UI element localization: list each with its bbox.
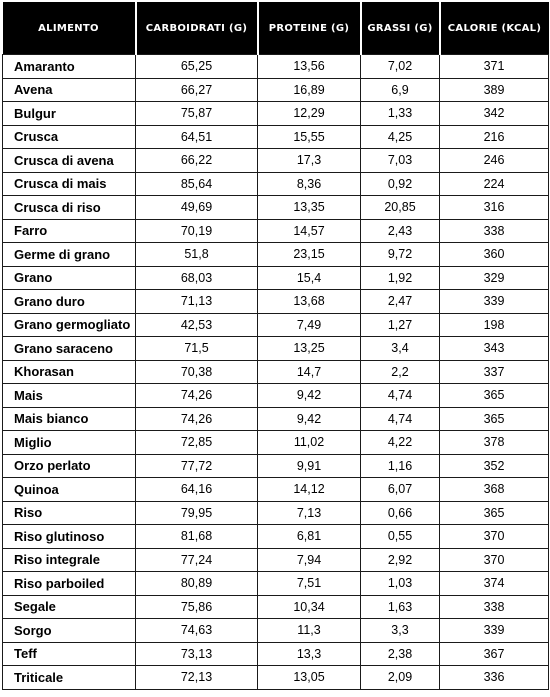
calories-cell: 339 <box>440 619 549 643</box>
calories-cell: 342 <box>440 102 549 126</box>
table-row <box>3 337 549 361</box>
table-row <box>3 548 549 572</box>
food-name-cell: Riso parboiled <box>3 572 136 596</box>
calories-cell: 378 <box>440 431 549 455</box>
proteins-cell: 13,05 <box>258 666 361 690</box>
table-row <box>3 642 549 666</box>
food-name-cell: Teff <box>3 642 136 666</box>
proteins-cell: 13,3 <box>258 642 361 666</box>
table-row <box>3 290 549 314</box>
fats-cell: 2,92 <box>361 548 440 572</box>
calories-cell: 343 <box>440 337 549 361</box>
table-row <box>3 172 549 196</box>
fats-cell: 2,43 <box>361 219 440 243</box>
calories-cell: 365 <box>440 407 549 431</box>
fats-cell: 4,74 <box>361 384 440 408</box>
fats-cell: 20,85 <box>361 196 440 220</box>
calories-cell: 370 <box>440 525 549 549</box>
fats-cell: 0,66 <box>361 501 440 525</box>
fats-cell: 1,92 <box>361 266 440 290</box>
food-name-cell: Triticale <box>3 666 136 690</box>
carbohydrates-cell: 66,22 <box>136 149 258 173</box>
food-name-cell: Miglio <box>3 431 136 455</box>
food-name-cell: Segale <box>3 595 136 619</box>
carbohydrates-cell: 64,51 <box>136 125 258 149</box>
fats-cell: 2,38 <box>361 642 440 666</box>
fats-cell: 6,9 <box>361 78 440 102</box>
calories-cell: 316 <box>440 196 549 220</box>
calories-cell: 336 <box>440 666 549 690</box>
fats-cell: 1,16 <box>361 454 440 478</box>
calories-cell: 371 <box>440 55 549 79</box>
carbohydrates-cell: 75,87 <box>136 102 258 126</box>
proteins-cell: 15,4 <box>258 266 361 290</box>
table-row <box>3 666 549 690</box>
table-row <box>3 501 549 525</box>
food-name-cell: Crusca di riso <box>3 196 136 220</box>
carbohydrates-cell: 77,24 <box>136 548 258 572</box>
carbohydrates-cell: 74,26 <box>136 407 258 431</box>
proteins-cell: 13,35 <box>258 196 361 220</box>
proteins-cell: 9,42 <box>258 384 361 408</box>
calories-cell: 216 <box>440 125 549 149</box>
food-name-cell: Grano saraceno <box>3 337 136 361</box>
table-row <box>3 266 549 290</box>
header-row <box>3 2 549 55</box>
calories-cell: 367 <box>440 642 549 666</box>
calories-cell: 339 <box>440 290 549 314</box>
calories-cell: 198 <box>440 313 549 337</box>
header-carboidrati: CARBOIDRATI (G) <box>136 2 258 55</box>
carbohydrates-cell: 65,25 <box>136 55 258 79</box>
carbohydrates-cell: 72,13 <box>136 666 258 690</box>
proteins-cell: 13,25 <box>258 337 361 361</box>
header-alimento: ALIMENTO <box>3 2 136 55</box>
calories-cell: 224 <box>440 172 549 196</box>
carbohydrates-cell: 42,53 <box>136 313 258 337</box>
proteins-cell: 14,57 <box>258 219 361 243</box>
proteins-cell: 10,34 <box>258 595 361 619</box>
table-row <box>3 78 549 102</box>
proteins-cell: 8,36 <box>258 172 361 196</box>
carbohydrates-cell: 73,13 <box>136 642 258 666</box>
calories-cell: 360 <box>440 243 549 267</box>
carbohydrates-cell: 80,89 <box>136 572 258 596</box>
calories-cell: 389 <box>440 78 549 102</box>
fats-cell: 4,25 <box>361 125 440 149</box>
table-row <box>3 313 549 337</box>
carbohydrates-cell: 72,85 <box>136 431 258 455</box>
calories-cell: 338 <box>440 595 549 619</box>
carbohydrates-cell: 70,38 <box>136 360 258 384</box>
table-row <box>3 243 549 267</box>
carbohydrates-cell: 74,63 <box>136 619 258 643</box>
fats-cell: 1,33 <box>361 102 440 126</box>
fats-cell: 0,55 <box>361 525 440 549</box>
table-row <box>3 525 549 549</box>
food-name-cell: Grano <box>3 266 136 290</box>
fats-cell: 3,3 <box>361 619 440 643</box>
proteins-cell: 7,94 <box>258 548 361 572</box>
carbohydrates-cell: 49,69 <box>136 196 258 220</box>
table-row <box>3 595 549 619</box>
food-name-cell: Grano germogliato <box>3 313 136 337</box>
proteins-cell: 23,15 <box>258 243 361 267</box>
food-name-cell: Sorgo <box>3 619 136 643</box>
calories-cell: 368 <box>440 478 549 502</box>
table-row <box>3 196 549 220</box>
proteins-cell: 9,42 <box>258 407 361 431</box>
carbohydrates-cell: 71,13 <box>136 290 258 314</box>
table-row <box>3 431 549 455</box>
fats-cell: 1,63 <box>361 595 440 619</box>
table-row <box>3 219 549 243</box>
fats-cell: 3,4 <box>361 337 440 361</box>
food-name-cell: Crusca <box>3 125 136 149</box>
food-name-cell: Amaranto <box>3 55 136 79</box>
proteins-cell: 11,3 <box>258 619 361 643</box>
carbohydrates-cell: 51,8 <box>136 243 258 267</box>
fats-cell: 7,03 <box>361 149 440 173</box>
food-name-cell: Bulgur <box>3 102 136 126</box>
calories-cell: 365 <box>440 384 549 408</box>
food-name-cell: Orzo perlato <box>3 454 136 478</box>
fats-cell: 4,22 <box>361 431 440 455</box>
carbohydrates-cell: 64,16 <box>136 478 258 502</box>
food-name-cell: Riso integrale <box>3 548 136 572</box>
calories-cell: 329 <box>440 266 549 290</box>
carbohydrates-cell: 70,19 <box>136 219 258 243</box>
food-name-cell: Grano duro <box>3 290 136 314</box>
fats-cell: 2,2 <box>361 360 440 384</box>
food-name-cell: Crusca di mais <box>3 172 136 196</box>
calories-cell: 352 <box>440 454 549 478</box>
carbohydrates-cell: 77,72 <box>136 454 258 478</box>
carbohydrates-cell: 81,68 <box>136 525 258 549</box>
proteins-cell: 16,89 <box>258 78 361 102</box>
food-name-cell: Khorasan <box>3 360 136 384</box>
food-name-cell: Riso glutinoso <box>3 525 136 549</box>
proteins-cell: 14,7 <box>258 360 361 384</box>
table-row <box>3 102 549 126</box>
carbohydrates-cell: 68,03 <box>136 266 258 290</box>
carbohydrates-cell: 85,64 <box>136 172 258 196</box>
proteins-cell: 14,12 <box>258 478 361 502</box>
fats-cell: 4,74 <box>361 407 440 431</box>
calories-cell: 338 <box>440 219 549 243</box>
fats-cell: 1,03 <box>361 572 440 596</box>
proteins-cell: 7,51 <box>258 572 361 596</box>
food-name-cell: Germe di grano <box>3 243 136 267</box>
carbohydrates-cell: 71,5 <box>136 337 258 361</box>
proteins-cell: 7,49 <box>258 313 361 337</box>
food-name-cell: Mais bianco <box>3 407 136 431</box>
table-row <box>3 407 549 431</box>
proteins-cell: 13,68 <box>258 290 361 314</box>
fats-cell: 6,07 <box>361 478 440 502</box>
proteins-cell: 13,56 <box>258 55 361 79</box>
food-name-cell: Avena <box>3 78 136 102</box>
proteins-cell: 17,3 <box>258 149 361 173</box>
fats-cell: 2,09 <box>361 666 440 690</box>
table-row <box>3 55 549 79</box>
carbohydrates-cell: 74,26 <box>136 384 258 408</box>
food-name-cell: Mais <box>3 384 136 408</box>
proteins-cell: 6,81 <box>258 525 361 549</box>
food-name-cell: Farro <box>3 219 136 243</box>
fats-cell: 7,02 <box>361 55 440 79</box>
proteins-cell: 15,55 <box>258 125 361 149</box>
food-name-cell: Quinoa <box>3 478 136 502</box>
table-row <box>3 572 549 596</box>
proteins-cell: 11,02 <box>258 431 361 455</box>
calories-cell: 337 <box>440 360 549 384</box>
carbohydrates-cell: 66,27 <box>136 78 258 102</box>
header-calorie: CALORIE (KCAL) <box>440 2 549 55</box>
table-row <box>3 384 549 408</box>
fats-cell: 1,27 <box>361 313 440 337</box>
fats-cell: 2,47 <box>361 290 440 314</box>
table-row <box>3 478 549 502</box>
food-name-cell: Crusca di avena <box>3 149 136 173</box>
table-row <box>3 360 549 384</box>
calories-cell: 365 <box>440 501 549 525</box>
table-body <box>3 55 549 690</box>
header-grassi: GRASSI (G) <box>361 2 440 55</box>
proteins-cell: 12,29 <box>258 102 361 126</box>
nutrition-table <box>2 2 549 690</box>
carbohydrates-cell: 75,86 <box>136 595 258 619</box>
fats-cell: 9,72 <box>361 243 440 267</box>
food-name-cell: Riso <box>3 501 136 525</box>
fats-cell: 0,92 <box>361 172 440 196</box>
table-row <box>3 619 549 643</box>
calories-cell: 246 <box>440 149 549 173</box>
proteins-cell: 7,13 <box>258 501 361 525</box>
calories-cell: 374 <box>440 572 549 596</box>
table-row <box>3 149 549 173</box>
proteins-cell: 9,91 <box>258 454 361 478</box>
header-proteine: PROTEINE (G) <box>258 2 361 55</box>
carbohydrates-cell: 79,95 <box>136 501 258 525</box>
table-row <box>3 125 549 149</box>
calories-cell: 370 <box>440 548 549 572</box>
table-row <box>3 454 549 478</box>
